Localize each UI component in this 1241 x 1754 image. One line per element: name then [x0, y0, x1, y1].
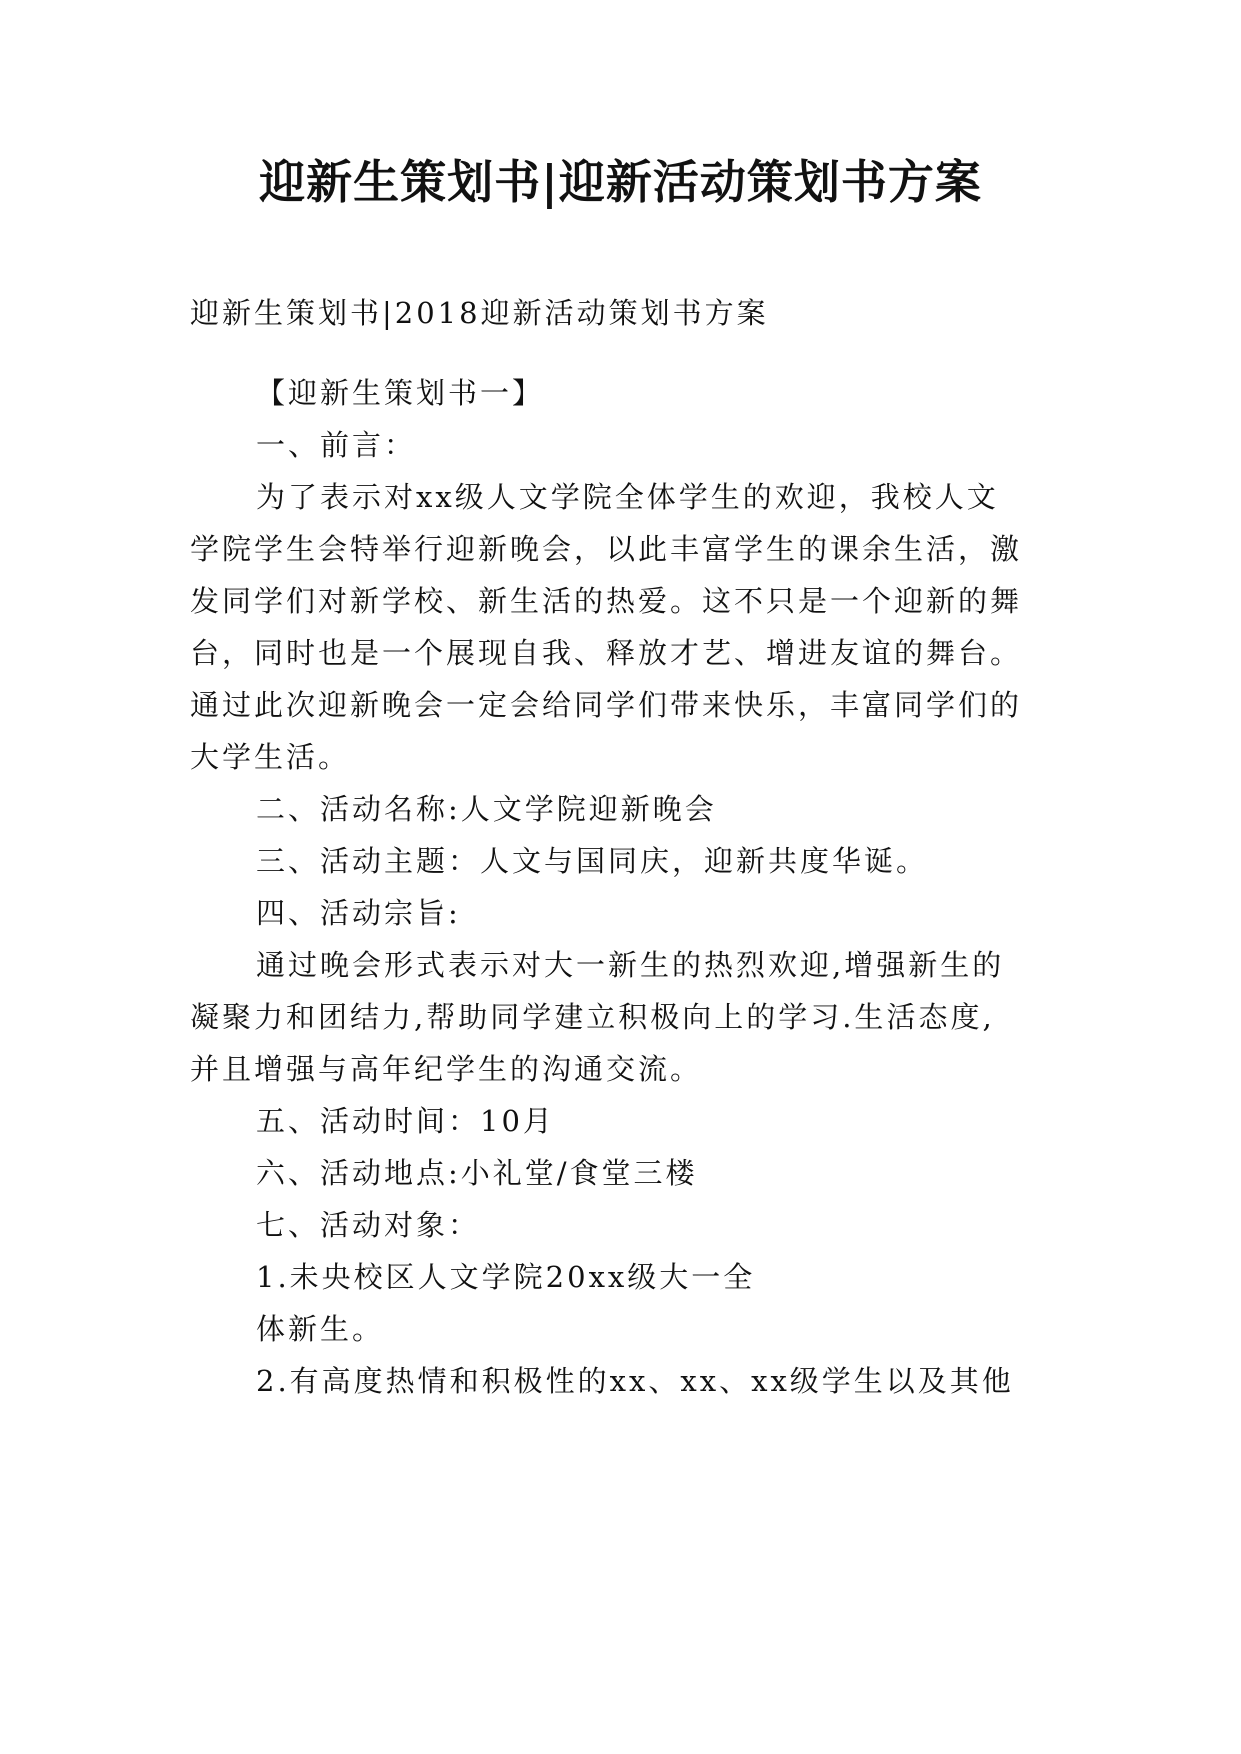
- target-item-1-continued: 体新生。: [256, 1312, 385, 1346]
- document-title: 迎新生策划书|迎新活动策划书方案: [259, 155, 982, 209]
- body-line: 为了表示对xx级人文学院全体学生的欢迎，我校人文: [256, 480, 999, 514]
- body-line: 通过此次迎新晚会一定会给同学们带来快乐，丰富同学们的: [190, 688, 1023, 722]
- activity-target-heading: 七、活动对象：: [256, 1208, 481, 1242]
- body-line: 发同学们对新学校、新生活的热爱。这不只是一个迎新的舞: [190, 584, 1023, 618]
- body-line: 台，同时也是一个展现自我、释放才艺、增进友谊的舞台。: [190, 636, 1023, 670]
- target-item-1: 1.未央校区人文学院20xx级大一全: [256, 1260, 756, 1294]
- body-line: 大学生活。: [190, 740, 351, 774]
- activity-name: 二、活动名称:人文学院迎新晚会: [256, 792, 717, 826]
- body-line: 通过晚会形式表示对大一新生的热烈欢迎,增强新生的: [256, 948, 1005, 982]
- body-line: 学院学生会特举行迎新晚会，以此丰富学生的课余生活，激: [190, 532, 1023, 566]
- activity-purpose-heading: 四、活动宗旨:: [256, 896, 461, 930]
- body-line: 凝聚力和团结力,帮助同学建立积极向上的学习.生活态度,: [190, 1000, 995, 1034]
- body-line: 并且增强与高年纪学生的沟通交流。: [190, 1052, 703, 1086]
- activity-theme: 三、活动主题：人文与国同庆，迎新共度华诞。: [256, 844, 929, 878]
- preface-heading: 一、前言：: [256, 428, 417, 462]
- document-subtitle: 迎新生策划书|2018迎新活动策划书方案: [190, 296, 769, 330]
- activity-location: 六、活动地点:小礼堂/食堂三楼: [256, 1156, 698, 1190]
- section-heading: 【迎新生策划书一】: [256, 376, 545, 410]
- target-item-2: 2.有高度热情和积极性的xx、xx、xx级学生以及其他: [256, 1364, 1014, 1398]
- activity-time: 五、活动时间：10月: [256, 1104, 555, 1138]
